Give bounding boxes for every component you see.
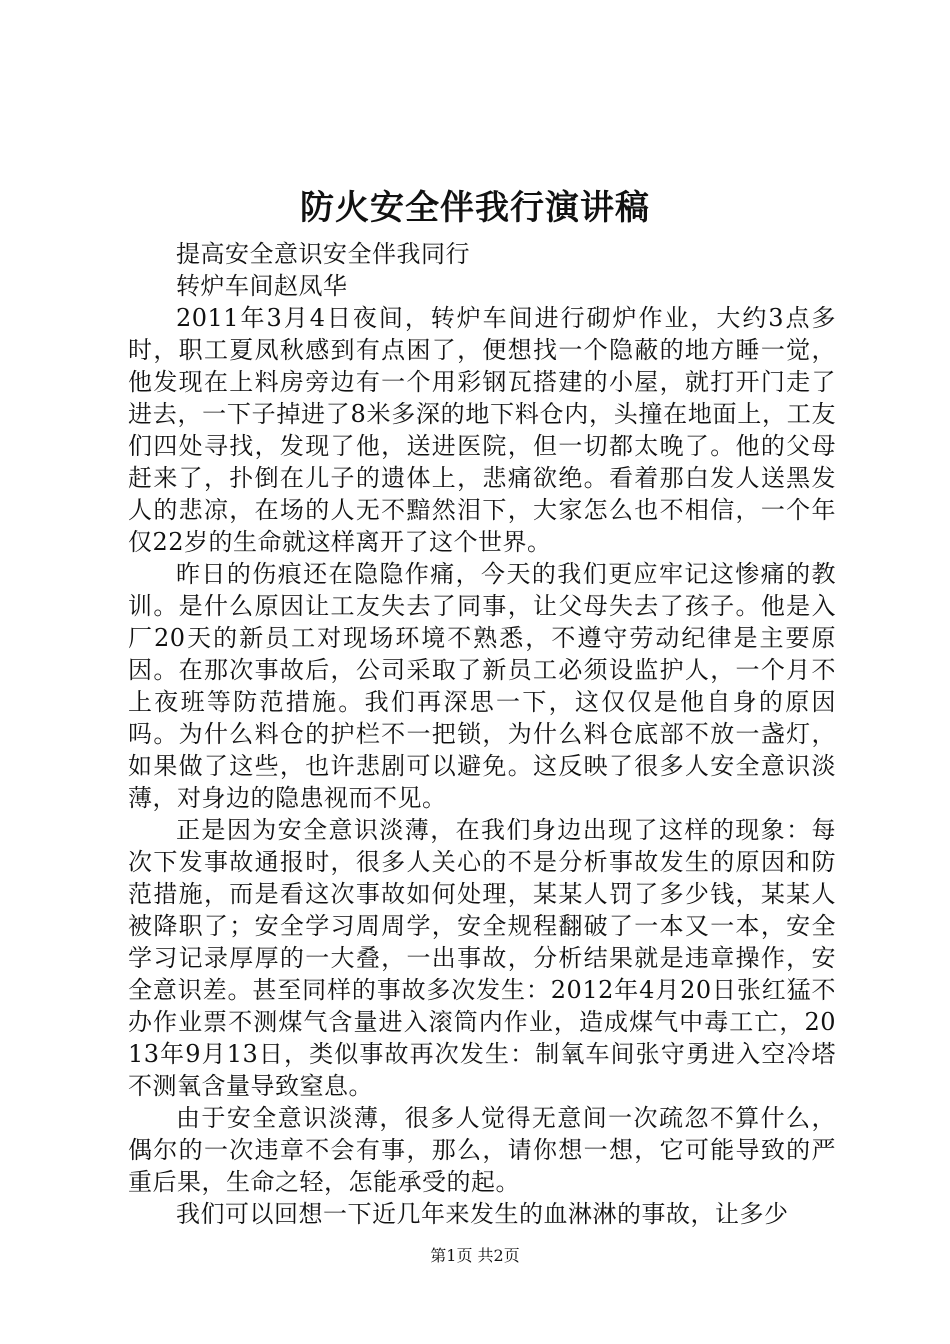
paragraph-3: 正是因为安全意识淡薄，在我们身边出现了这样的现象：每次下发事故通报时，很多人关心的不是分析事故发生的原因和防范措施，而是看这次事故如何处理，某某人罚了多少钱，某某人被降职了；安全学习周周学，安全规程翻破了一本又一本，安全学习记录厚厚的一大叠，一出事故，分析结果就是违章操作，安全意识差。甚至同样的事故多次发生：2012年4月20日张红猛不办作业票不测煤气含量进入滚筒内作业，造成煤气中毒工亡，2013年9月13日，类似事故再次发生：制氧车间张守勇进入空冷塔不测氧含量导致窒息。 bbox=[128, 816, 836, 1100]
paragraph-5: 我们可以回想一下近几年来发生的血淋淋的事故，让多少 bbox=[176, 1200, 789, 1228]
page-number-footer: 第1页 共2页 bbox=[430, 1246, 520, 1265]
paragraph-1: 2011年3月4日夜间，转炉车间进行砌炉作业，大约3点多时，职工夏凤秋感到有点困了，便想找一个隐蔽的地方睡一觉，他发现在上料房旁边有一个用彩钢瓦搭建的小屋，就打开门走了进去，一下子掉进了8米多深的地下料仓内，头撞在地面上，工友们四处寻找，发现了他，送进医院，但一切都太晚了。他的父母赶来了，扑倒在儿子的遗体上，悲痛欲绝。看着那白发人送黑发人的悲凉，在场的人无不黯然泪下，大家怎么也不相信，一个年仅22岁的生命就这样离开了这个世界。 bbox=[128, 304, 836, 556]
paragraph-4: 由于安全意识淡薄，很多人觉得无意间一次疏忽不算什么，偶尔的一次违章不会有事，那么，请你想一想，它可能导致的严重后果，生命之轻，怎能承受的起。 bbox=[128, 1104, 836, 1196]
paragraph-2: 昨日的伤痕还在隐隐作痛，今天的我们更应牢记这惨痛的教训。是什么原因让工友失去了同事，让父母失去了孩子。他是入厂20天的新员工对现场环境不熟悉，不遵守劳动纪律是主要原因。在那次事故后，公司采取了新员工必须设监护人，一个月不上夜班等防范措施。我们再深思一下，这仅仅是他自身的原因吗。为什么料仓的护栏不一把锁，为什么料仓底部不放一盏灯，如果做了这些，也许悲剧可以避免。这反映了很多人安全意识淡薄，对身边的隐患视而不见。 bbox=[128, 560, 836, 812]
document-title: 防火安全伴我行演讲稿 bbox=[300, 188, 650, 228]
document-body bbox=[128, 238, 836, 1230]
subtitle: 提高安全意识安全伴我同行 bbox=[176, 240, 470, 268]
author-line: 转炉车间赵凤华 bbox=[176, 272, 348, 300]
